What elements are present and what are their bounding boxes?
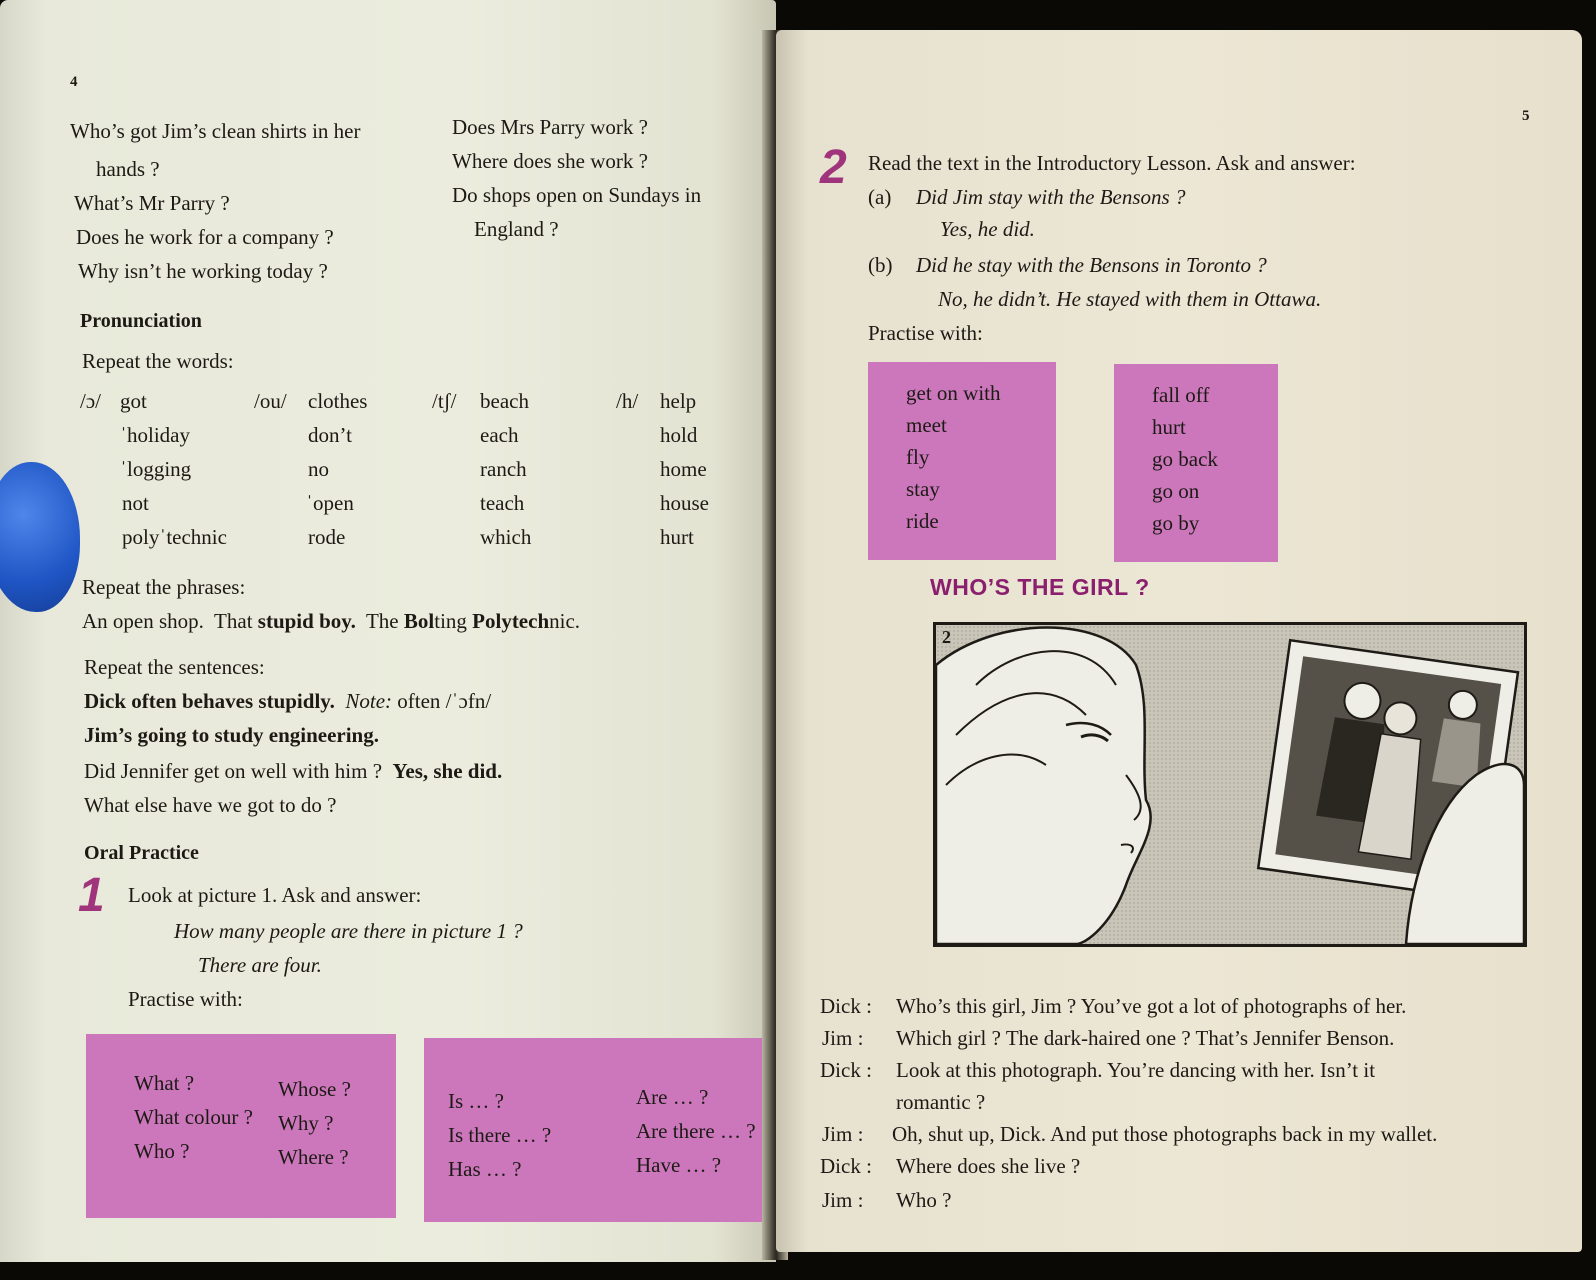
example-question: Did Jim stay with the Bensons ? <box>916 185 1186 209</box>
story-title: WHO’S THE GIRL ? <box>930 574 1150 600</box>
box-item: Where ? <box>278 1145 349 1169</box>
word: no <box>308 457 329 481</box>
phoneme-symbol: /tʃ/ <box>432 389 457 413</box>
question-line: England ? <box>474 217 559 241</box>
dialogue-line: Who’s this girl, Jim ? You’ve got a lot of photographs of her. <box>896 994 1407 1018</box>
word: got <box>120 389 147 413</box>
illustration-drawing <box>936 625 1524 944</box>
practise-label: Practise with: <box>868 321 983 345</box>
box-item: fly <box>906 445 930 469</box>
box-item: What ? <box>134 1071 195 1095</box>
dialogue-line: Where does she live ? <box>896 1154 1081 1178</box>
sentence: Did Jennifer get on well with him ? <box>84 759 383 783</box>
question-line: What’s Mr Parry ? <box>74 191 230 215</box>
word: rode <box>308 525 346 549</box>
question-line: Does he work for a company ? <box>76 225 334 249</box>
box-item: stay <box>906 477 940 501</box>
word: help <box>660 389 697 413</box>
box-item: go back <box>1152 447 1218 471</box>
word: each <box>480 423 519 447</box>
box-item: meet <box>906 413 947 437</box>
syllable: ting <box>434 609 467 633</box>
word: don’t <box>308 423 352 447</box>
exercise-instruction: Look at picture 1. Ask and answer: <box>128 883 422 907</box>
word: home <box>660 457 707 481</box>
dialogue-line: Look at this photograph. You’re dancing with her. Isn’t it <box>896 1058 1376 1082</box>
stressed-word: stupid <box>257 609 314 633</box>
box-item: Who ? <box>134 1139 190 1163</box>
question-line: Does Mrs Parry work ? <box>452 115 648 139</box>
box-item: go by <box>1152 511 1200 535</box>
word: not <box>122 491 149 515</box>
speaker: Dick : <box>820 1154 872 1178</box>
question-line: Why isn’t he working today ? <box>78 259 328 283</box>
box-item: go on <box>1152 479 1200 503</box>
box-item: Are … ? <box>636 1085 709 1109</box>
word: hold <box>660 423 698 447</box>
box-item: get on with <box>906 381 1001 405</box>
word: beach <box>480 389 529 413</box>
dialogue-line: Who ? <box>896 1188 952 1212</box>
repeat-sentences-instruction: Repeat the sentences: <box>84 655 265 679</box>
stressed-syllable: Polytech <box>472 609 550 633</box>
dialogue-line: romantic ? <box>896 1090 986 1114</box>
example-answer: Yes, he did. <box>940 217 1035 241</box>
sentence-line <box>84 758 502 784</box>
speaker: Jim : <box>822 1188 864 1212</box>
speaker: Dick : <box>820 994 872 1018</box>
example-answer: No, he didn’t. He stayed with them in Ottawa. <box>938 287 1322 311</box>
word: ranch <box>480 457 527 481</box>
example-question: How many people are there in picture 1 ? <box>174 919 523 943</box>
practise-label: Practise with: <box>128 987 243 1011</box>
oral-practice-heading: Oral Practice <box>84 842 199 864</box>
box-item: Have … ? <box>636 1153 722 1177</box>
exercise-number: 1 <box>78 869 105 922</box>
phoneme-symbol: /ɔ/ <box>80 389 101 413</box>
phrase: The <box>365 609 399 633</box>
word: hurt <box>660 525 694 549</box>
note: often /ˈɔfn/ <box>397 689 492 713</box>
sentence-line <box>84 688 491 714</box>
question-words-box <box>86 1034 396 1218</box>
stressed-word: boy. <box>319 609 356 633</box>
phrase: An open shop. <box>82 609 204 633</box>
box-item: hurt <box>1152 415 1186 439</box>
box-item: Is there … ? <box>448 1123 552 1147</box>
exercise-number: 2 <box>820 141 847 194</box>
repeat-words-instruction: Repeat the words: <box>82 349 234 373</box>
example-question: Did he stay with the Bensons in Toronto ? <box>916 253 1267 277</box>
left-page <box>0 0 776 1262</box>
word: which <box>480 525 532 549</box>
speaker: Jim : <box>822 1122 864 1146</box>
speaker: Dick : <box>820 1058 872 1082</box>
dialogue-line: Which girl ? The dark-haired one ? That’s Jennifer Benson. <box>896 1026 1395 1050</box>
phrases-line <box>82 608 580 634</box>
note-label: Note: <box>345 689 393 713</box>
question-line: Who’s got Jim’s clean shirts in her <box>70 119 361 143</box>
speaker: Jim : <box>822 1026 864 1050</box>
word: ˈopen <box>306 491 354 515</box>
phoneme-symbol: /h/ <box>616 389 639 413</box>
question-line: Do shops open on Sundays in <box>452 183 702 207</box>
question-line: hands ? <box>96 157 160 181</box>
box-item: What colour ? <box>134 1105 253 1129</box>
word: teach <box>480 491 525 515</box>
word: ˈholiday <box>120 423 190 447</box>
page-number: 5 <box>1522 108 1530 124</box>
dialogue-line: Oh, shut up, Dick. And put those photographs back in my wallet. <box>892 1122 1438 1146</box>
exercise-instruction: Read the text in the Introductory Lesson. Ask and answer: <box>868 151 1356 175</box>
item-label: (b) <box>868 253 893 277</box>
repeat-phrases-instruction: Repeat the phrases: <box>82 575 246 599</box>
box-item: Are there … ? <box>636 1119 756 1143</box>
answer: Yes, she did. <box>392 759 503 783</box>
phrase: That <box>214 609 253 633</box>
word: house <box>660 491 709 515</box>
stressed-syllable: Bol <box>403 609 435 633</box>
syllable: nic. <box>549 609 581 633</box>
question-line: Where does she work ? <box>452 149 648 173</box>
box-item: Whose ? <box>278 1077 351 1101</box>
example-answer: There are four. <box>198 953 322 977</box>
story-illustration <box>933 622 1527 947</box>
box-item: fall off <box>1152 383 1210 407</box>
pronunciation-heading: Pronunciation <box>80 310 202 332</box>
word: clothes <box>308 389 368 413</box>
verbs-box <box>868 362 1056 560</box>
box-item: ride <box>906 509 939 533</box>
word: polyˈtechnic <box>122 525 227 549</box>
sentence: Jim’s going to study engineering. <box>84 723 379 747</box>
item-label: (a) <box>868 185 892 209</box>
box-item: Is … ? <box>448 1089 504 1113</box>
phoneme-symbol: /ou/ <box>254 389 287 413</box>
word: ˈlogging <box>120 457 192 481</box>
phrasal-verbs-box <box>1114 364 1278 562</box>
box-item: Why ? <box>278 1111 334 1135</box>
sentence: Dick often behaves stupidly. <box>84 689 335 713</box>
question-forms-box <box>424 1038 776 1222</box>
sentence: What else have we got to do ? <box>84 793 337 817</box>
page-number: 4 <box>70 74 78 90</box>
picture-number: 2 <box>942 627 951 647</box>
box-item: Has … ? <box>448 1157 522 1181</box>
